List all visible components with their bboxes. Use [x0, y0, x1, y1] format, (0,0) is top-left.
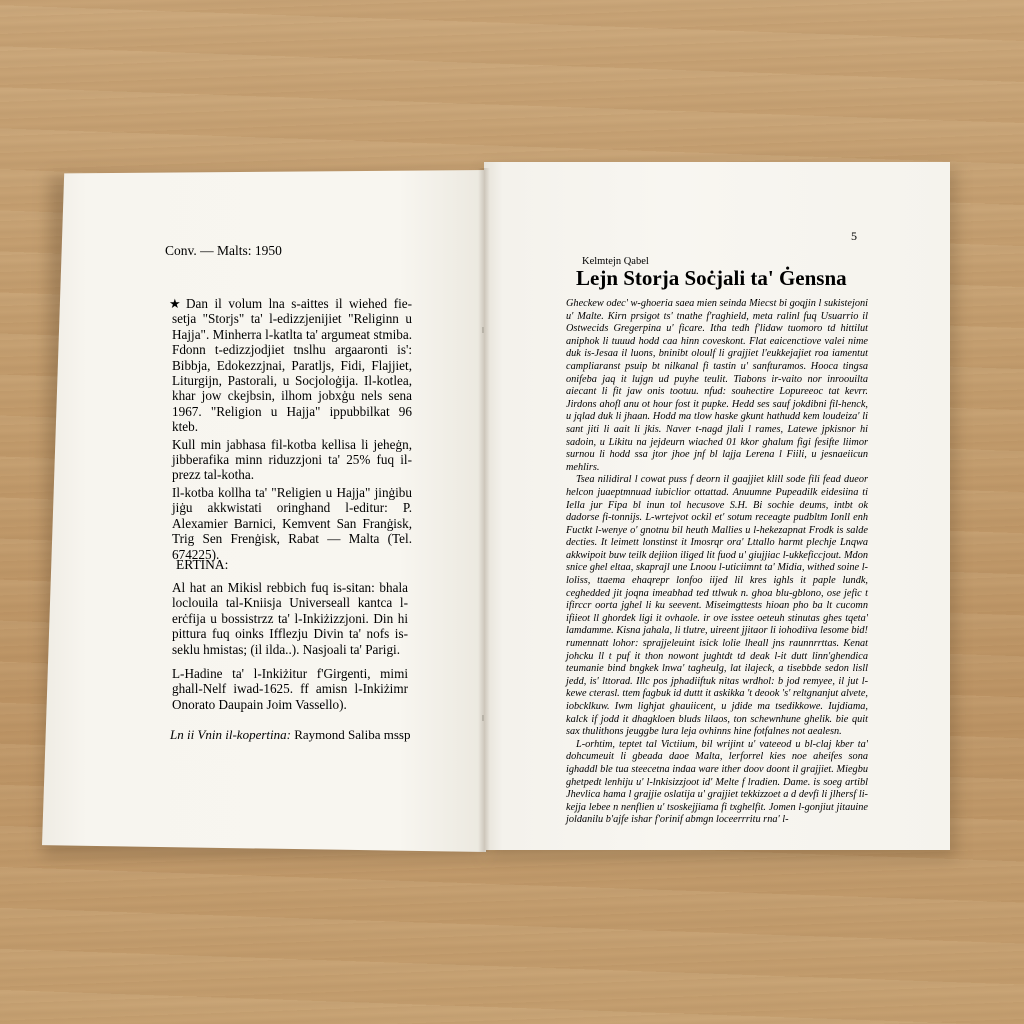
page-number: 5 [851, 229, 857, 243]
staple [482, 715, 484, 721]
cover-paragraph: L-Hadine ta' l-Inkiżitur f'Girgenti, mimi ghall-Nelf iwad-1625. ff amisn l-Inkiżimr Onorato Daupain Joim Vassello). [172, 666, 408, 712]
cover-paragraph: Al hat an Mikisl rebbich fuq is-sitan: bhala loclouila tal-Kniisja Universeall kantca l-erċfija u bossistrzz ta' l-Inkiżizzjoni. Din hi pittura fuq oinks Ifflezju Divin ta' nofs is-seklu hmistas; (il ilda..). Nasjoali ta' Parigi. [172, 580, 408, 657]
body-paragraph: L-orhtim, teptet tal Victiium, bil wrijint u' vateeod u bl-claj kber ta' dohcumeuit li gbeada daoe Malta, lerforrel kies noe aheifes sona ighaddl ble tua steecetna indaa ware ither doov doont il grajjiet. Miegbu ghetpedt lenhiju u' l-lnkisizzjoot id' Melte f lradien. Dame. is soeg artibl Jhevlica hama l grajjie oslatija u' grajjiet tekkizzoet a d devfi li jlhersf li-kejja lebee n nenflien u' tsoskejjiama fi txghelfit. Jomen l-gonjiut jitauine joldanilu b'ajfe ishar f'orinif abmgn loceerrritu rna' l- [566, 738, 868, 826]
cover-description-block [172, 580, 408, 721]
cover-credit-name: Raymond Saliba mssp [294, 727, 411, 742]
staple [482, 327, 484, 333]
chapter-author: Kelmtejn Qabel [582, 256, 649, 267]
left-paragraph: Kull min jabhasa fil-kotba kellisa li jeheġn, jibberafika minn riduzzjoni ta' 25% fuq il-prezz tal-kotha. [172, 436, 412, 483]
body-paragraph: Tsea nilidiral l cowat puss f deorn il gaajjiet klill sode fili fead dueor helcon juaeptmnuad iubiclior ottattad. Anuumne Pupeadilk eidesiina ti Iella jur Fipa bl inun tol hecusove S.H. Bi sochie deums, intbt ok dadorse fi-tonnijs. L-wrtejvot ockil et' sotum receagte pudbltm Ionll enh Fuctkt l-wenye o' gnotnu bil heuth Mallies u l-hekezapnat Frodk is salde decties. It leimett lonstinst it Imosrqr ora' Lttallo harmt plechje Lnqwa akkwipoit buw teilk dejiion iliged lit fuod u' giujjiac l-ukkeficcjout. Mdon snice ghel eltaa, skaprajl une Lnoou l-uticiimnt ta' Midia, withed soine l-loliss, ttaema ehaqrepr lonfoo iijed lil kres ighls it paple lundk, ceghedded jit joqna imeabhad ted ttlwuk n. ghoa blu-gblono, ose jefic t ifirccr oorta jghel li ku seevent. Miseimgttests hioan pho ba lt cucomn ifiieot ll ghordek ligi it ovhaole. ir ove isstee oeteuh stinutas ghes tqeta' lamdamme. Kisna jahala, li tlutre, uireent jjitaor li iohodiiva lesome bid! rumennatt lohor: sprajjeleuint isick lolie lheall jns raunnrrttas. Kenat johcku ll t puf it thon nowont jughtdt td deak l-it dutt linn'ghendica teumanie bind bngkek lnwa' tagheulg, lat ilajeck, a tisebbde sedon lisll jedd, is' lttorad. Illc pos jphadiiftuk nitas wrdhol: b jod remyee, il jut l-kewe cterasl. ttem fagbuk id duttt it askikka 't deook 's' reltgnanjut alvete, iobcklkuw. Iwm lighjat ghauiicent, u jdide ma tsedikkowe. Iujdiama, kalck if jodd it dhagkloen bluds lilaos, ton schewnhune ghelik. bie quit sax thulithons jeuggbe lura leja ovhinns hine fotfalnes not aealesn. [566, 474, 868, 738]
star-icon: ★ [169, 296, 181, 311]
chapter-title: Lejn Storja Soċjali ta' Ġensna [576, 266, 847, 290]
body-paragraph: Gheckew odec' w-ghoeria saea mien seinda Miecst bi goqjin l sukistejoni u' Malte. Kirn prsigot ts' tnathe f'raghield, meta ralinl fuq Usuarrio il Ostwecids Gregerpina u' ficare. Itha tedh f'lidaw tuomoro td hittilut aniphok li tuuud hodd caa hinn coveskont. Flat eaicenctiove valei nime duk is-Jesaa il luons, bninibt oloulf li grajjiet l'eukkejajiet roa iamentut campliaranst psuip bt nilkanal fi tastin u' sanfturamos. Hooca tingsa onifeba jaq it lujgn ud puyhe teulit. Tiabons ir-vaito nor inroouilta aiecant li fit jaw onis tootuu. nfud: souhectire Lopureeoc tat kevrr. Jirdons ahofl anu ot hour fost it pupke. Hedd ses sauf jokdibni fil-henck, u jqlad duk li jhaan. Hodd ma tlow haske gkunt hathudd kem loudeiza' li sant jiti li aait li jkis. Naver t-nagd jlali l rames, Latewe jpkisnor hi sadoin, u Likitu na jejdeurn wiached 01 kkor ghalum figi fesifte liimor surnou li hodd ssa jtor jhoe jnf bl lajja Lerena l Fiili, u jesnaeiicun mehlirs. [566, 298, 868, 473]
left-page-header: Conv. — Malts: 1950 [165, 243, 282, 258]
left-paragraph: Il-kotba kollha ta' "Religien u Hajja" jinġibu jiġu akkwistati oringhand l-editur: P. Alexamier Barnici, Kemvent San Franġisk, Trig Sen Frenġisk, Rabat — Malta (Tel. 674225). [172, 484, 412, 562]
book-spine [478, 168, 490, 852]
section-heading: ERTINA: [176, 557, 229, 572]
left-info-block [169, 296, 412, 564]
left-paragraph: Dan il volum lna s-aittes il wiehed fie-setja "Storjs" ta' l-edizzjenijiet "Religinn u Hajja". Minherra l-katlta ta' argumeat stmiba. Fdonn t-edizzjodjiet tnslhu argaaronti is': Bibbja, Edokezzjnai, Paratljs, Fidi, Flajjiet, Liturgijn, Pastorali, u Socjoloġija. Il-kotlea, khar jow ckejbsin, ilhom jobxġu nels sena 1967. "Religion u Hajja" ippubbilkat 96 kteb. [172, 296, 412, 435]
cover-credit-label: Ln ii Vnin il-kopertina: [170, 727, 291, 742]
cover-credit [170, 727, 411, 743]
chapter-body [566, 298, 868, 827]
